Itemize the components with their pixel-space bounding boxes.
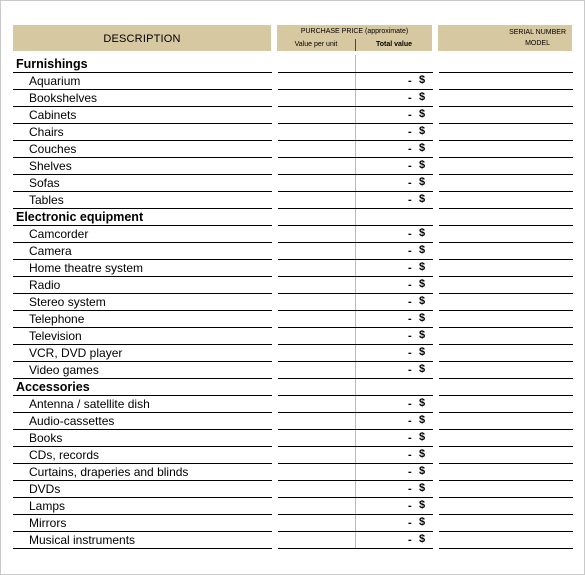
- currency-symbol: $: [419, 278, 426, 290]
- model-label: MODEL: [525, 40, 550, 47]
- total-value-label: Total value: [375, 41, 413, 48]
- table-row: [0, 413, 585, 430]
- table-row: [0, 90, 585, 107]
- currency-symbol: $: [419, 176, 426, 188]
- item-label: DVDs: [29, 482, 61, 496]
- total-value-cell[interactable]: -: [408, 296, 412, 308]
- total-value-cell[interactable]: -: [408, 228, 412, 240]
- description-header: [13, 25, 271, 51]
- total-value-cell[interactable]: -: [408, 415, 412, 427]
- purchase-price-header: [277, 25, 432, 51]
- section-row: [0, 209, 585, 226]
- item-label: Camcorder: [29, 227, 89, 241]
- total-value-cell[interactable]: -: [408, 466, 412, 478]
- total-value-cell[interactable]: -: [408, 279, 412, 291]
- total-value-cell[interactable]: -: [408, 449, 412, 461]
- serial-model-header: [438, 25, 572, 51]
- currency-symbol: $: [419, 329, 426, 341]
- total-value-cell[interactable]: -: [408, 194, 412, 206]
- item-label: Chairs: [29, 125, 64, 139]
- item-label: Home theatre system: [29, 261, 144, 275]
- item-label: Antenna / satellite dish: [29, 397, 150, 411]
- currency-symbol: $: [419, 227, 426, 239]
- currency-symbol: $: [419, 431, 426, 443]
- currency-symbol: $: [419, 363, 426, 375]
- total-value-cell[interactable]: -: [408, 109, 412, 121]
- table-row: [0, 328, 585, 345]
- table-row: [0, 498, 585, 515]
- item-label: Couches: [29, 142, 77, 156]
- currency-symbol: $: [419, 448, 426, 460]
- total-value-cell[interactable]: -: [408, 143, 412, 155]
- section-title: Furnishings: [16, 57, 88, 71]
- currency-symbol: $: [419, 142, 426, 154]
- total-value-cell[interactable]: -: [408, 262, 412, 274]
- table-row: [0, 73, 585, 90]
- currency-symbol: $: [419, 244, 426, 256]
- table-row: [0, 277, 585, 294]
- table-row: [0, 175, 585, 192]
- item-label: Mirrors: [29, 516, 67, 530]
- currency-symbol: $: [419, 159, 426, 171]
- currency-symbol: $: [419, 346, 426, 358]
- total-value-cell[interactable]: -: [408, 500, 412, 512]
- currency-symbol: $: [419, 74, 426, 86]
- table-row: [0, 226, 585, 243]
- purchase-price-label: PURCHASE PRICE (approximate): [300, 28, 409, 35]
- item-label: Telephone: [29, 312, 85, 326]
- total-value-cell[interactable]: -: [408, 432, 412, 444]
- currency-symbol: $: [419, 108, 426, 120]
- serial-number-label: SERIAL NUMBER: [509, 29, 566, 36]
- currency-symbol: $: [419, 397, 426, 409]
- currency-symbol: $: [419, 499, 426, 511]
- item-label: Books: [29, 431, 63, 445]
- table-row: [0, 447, 585, 464]
- row-rule: [439, 548, 573, 549]
- currency-symbol: $: [419, 193, 426, 205]
- table-row: [0, 464, 585, 481]
- currency-symbol: $: [419, 295, 426, 307]
- table-row: [0, 481, 585, 498]
- item-label: Shelves: [29, 159, 72, 173]
- currency-symbol: $: [419, 465, 426, 477]
- table-row: [0, 260, 585, 277]
- total-value-cell[interactable]: -: [408, 483, 412, 495]
- item-label: Musical instruments: [29, 533, 136, 547]
- table-row: [0, 141, 585, 158]
- item-label: Lamps: [29, 499, 66, 513]
- currency-symbol: $: [419, 125, 426, 137]
- row-rule: [278, 548, 433, 549]
- table-row: [0, 243, 585, 260]
- currency-symbol: $: [419, 533, 426, 545]
- table-row: [0, 124, 585, 141]
- table-row: [0, 430, 585, 447]
- total-value-cell[interactable]: -: [408, 160, 412, 172]
- item-label: Cabinets: [29, 108, 77, 122]
- item-label: Radio: [29, 278, 61, 292]
- total-value-cell[interactable]: -: [408, 534, 412, 546]
- currency-symbol: $: [419, 482, 426, 494]
- item-label: Camera: [29, 244, 72, 258]
- item-label: VCR, DVD player: [29, 346, 123, 360]
- table-row: [0, 107, 585, 124]
- table-row: [0, 396, 585, 413]
- table-row: [0, 192, 585, 209]
- total-value-cell[interactable]: -: [408, 517, 412, 529]
- total-value-cell[interactable]: -: [408, 126, 412, 138]
- item-label: Curtains, draperies and blinds: [29, 465, 189, 479]
- section-row: [0, 379, 585, 396]
- total-value-cell[interactable]: -: [408, 330, 412, 342]
- item-label: Stereo system: [29, 295, 106, 309]
- value-per-unit-label: Value per unit: [294, 41, 338, 48]
- currency-symbol: $: [419, 312, 426, 324]
- total-value-cell[interactable]: -: [408, 92, 412, 104]
- total-value-cell[interactable]: -: [408, 75, 412, 87]
- table-row: [0, 532, 585, 549]
- total-value-cell[interactable]: -: [408, 177, 412, 189]
- item-label: Audio-cassettes: [29, 414, 115, 428]
- item-label: CDs, records: [29, 448, 100, 462]
- currency-symbol: $: [419, 516, 426, 528]
- section-title: Electronic equipment: [16, 210, 144, 224]
- table-row: [0, 294, 585, 311]
- item-label: Tables: [29, 193, 64, 207]
- item-label: Aquarium: [29, 74, 81, 88]
- item-label: Bookshelves: [29, 91, 98, 105]
- currency-symbol: $: [419, 414, 426, 426]
- table-row: [0, 311, 585, 328]
- section-row: [0, 56, 585, 73]
- currency-symbol: $: [419, 261, 426, 273]
- total-value-cell[interactable]: -: [408, 313, 412, 325]
- table-row: [0, 158, 585, 175]
- table-row: [0, 362, 585, 379]
- total-value-cell[interactable]: -: [408, 364, 412, 376]
- row-rule: [13, 548, 272, 549]
- description-header-label: DESCRIPTION: [103, 33, 181, 45]
- item-label: Sofas: [29, 176, 60, 190]
- currency-symbol: $: [419, 91, 426, 103]
- table-row: [0, 345, 585, 362]
- total-value-cell[interactable]: -: [408, 347, 412, 359]
- table-row: [0, 515, 585, 532]
- total-value-cell[interactable]: -: [408, 398, 412, 410]
- section-title: Accessories: [16, 380, 90, 394]
- item-label: Video games: [29, 363, 99, 377]
- total-value-cell[interactable]: -: [408, 245, 412, 257]
- item-label: Television: [29, 329, 82, 343]
